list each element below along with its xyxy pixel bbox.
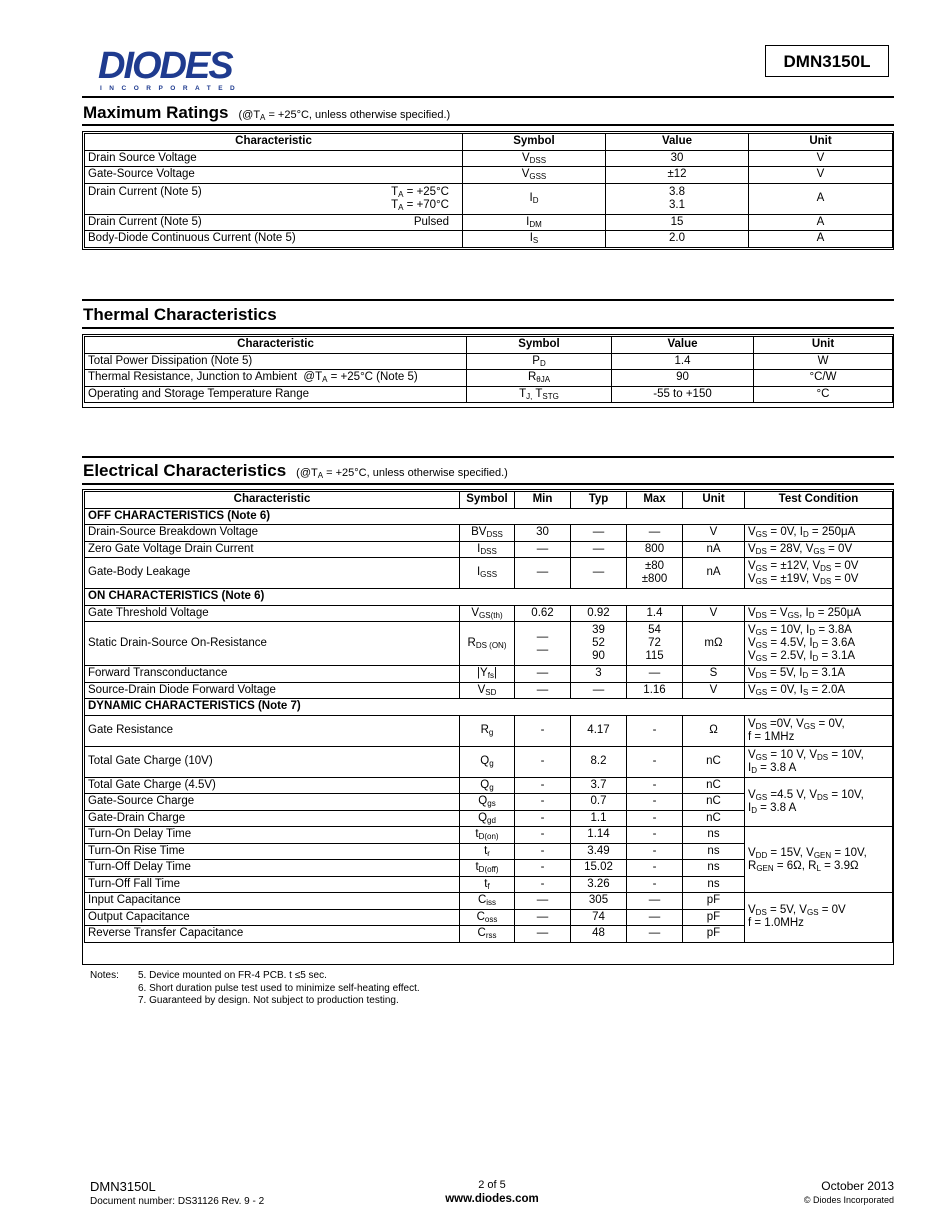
cell-symbol: $BV_{DSS}$ — [460, 525, 515, 542]
cell-char: Gate-Source Charge — [85, 794, 460, 811]
cell-symbol: $C_{rss}$ — [460, 926, 515, 943]
table-row — [85, 183, 893, 214]
cell-test: $V_{GS} = 10V$, $I_D = 3.8A$ $V_{GS} = 4.5V$, $I_D = 3.6A$ $V_{GS} = 2.5V$, $I_D = 3.1A$ — [745, 622, 893, 666]
max-line: 54 — [648, 624, 661, 636]
cell-test: $V_{GS} = 0V$, $I_S = 2.0A$ — [745, 682, 893, 699]
cell-value: ±12 — [606, 167, 749, 184]
cell-test: $V_{GS} = 0V$, $I_D = 250\mu A$ — [745, 525, 893, 542]
cell-max: - — [627, 810, 683, 827]
cell-min: 30 — [515, 525, 571, 542]
cell-symbol: $Q_{gs}$ — [460, 794, 515, 811]
electrical-top-rule — [82, 456, 894, 458]
electrical-table — [84, 491, 893, 943]
cell-min: - — [515, 715, 571, 746]
cell-max: - — [627, 876, 683, 893]
cell-min: - — [515, 843, 571, 860]
cell-typ: 4.17 — [571, 715, 627, 746]
cell-test: $V_{GS} =4.5$ V, $V_{DS} = 10V$, $I_D = 3.8$ A — [745, 777, 893, 827]
cell-unit: A — [749, 231, 893, 248]
cell-typ: — — [571, 525, 627, 542]
section-off: OFF CHARACTERISTICS (Note 6) — [85, 508, 893, 525]
col-symbol: Symbol — [460, 492, 515, 509]
max-line: ±80 — [644, 560, 665, 572]
cell-symbol: $V_{GS(th)}$ — [460, 605, 515, 622]
max-line-3: 115 — [645, 650, 664, 662]
cell-max: — — [627, 909, 683, 926]
cell-typ: 74 — [571, 909, 627, 926]
col-min: Min — [515, 492, 571, 509]
cell-test: $V_{DS} = 5V$, $I_D = 3.1A$ — [745, 666, 893, 683]
cell-unit: mΩ — [683, 622, 745, 666]
cell-min: — — [515, 541, 571, 558]
cell-unit: S — [683, 666, 745, 683]
cell-max: — — [627, 893, 683, 910]
electrical-rule — [82, 483, 894, 485]
col-test-condition: Test Condition — [745, 492, 893, 509]
table-row — [85, 558, 893, 589]
col-characteristic: Characteristic — [85, 492, 460, 509]
col-value: Value — [606, 134, 749, 151]
col-symbol: Symbol — [467, 337, 612, 354]
cell-unit: nC — [683, 777, 745, 794]
cell-min: - — [515, 794, 571, 811]
cell-char: Static Drain-Source On-Resistance — [85, 622, 460, 666]
col-characteristic: Characteristic — [85, 337, 467, 354]
cell-char: Turn-Off Delay Time — [85, 860, 460, 877]
cell-symbol: $Q_g$ — [460, 777, 515, 794]
col-typ: Typ — [571, 492, 627, 509]
cell-char: Forward Transconductance — [85, 666, 460, 683]
cell-test: $V_{DS} = V_{GS}$, $I_D = 250\mu A$ — [745, 605, 893, 622]
cell-max — [627, 558, 683, 589]
cell-typ — [571, 622, 627, 666]
cond-text: Pulsed — [413, 215, 449, 228]
footer-website[interactable]: www.diodes.com — [445, 1193, 539, 1205]
cell-symbol: $I_{DM}$ — [463, 214, 606, 231]
value-line: 3.8 — [669, 185, 685, 198]
table-header-row — [85, 134, 893, 151]
cell-unit: ns — [683, 860, 745, 877]
max-line-2: 72 — [648, 637, 661, 649]
cell-max: 1.4 — [627, 605, 683, 622]
cell-char: Source-Drain Diode Forward Voltage — [85, 682, 460, 699]
table-row — [85, 682, 893, 699]
cell-char — [85, 214, 463, 231]
section-row — [85, 508, 893, 525]
typ-line: 39 — [592, 624, 605, 636]
cell-unit: nC — [683, 746, 745, 777]
cell-char — [85, 183, 463, 214]
cell-value: 2.0 — [606, 231, 749, 248]
cell-char: Body-Diode Continuous Current (Note 5) — [85, 231, 463, 248]
cell-char: Gate-Drain Charge — [85, 810, 460, 827]
cell-symbol: $C_{iss}$ — [460, 893, 515, 910]
cell-typ: 3.49 — [571, 843, 627, 860]
cell-value: 1.4 — [612, 353, 754, 370]
svg-text:DIODES: DIODES — [98, 46, 232, 87]
char-text: Drain Current (Note 5) — [88, 185, 202, 198]
cell-max: - — [627, 746, 683, 777]
cell-test: $V_{DS} = 28V$, $V_{GS} = 0V$ — [745, 541, 893, 558]
col-unit: Unit — [754, 337, 893, 354]
max-ratings-table — [84, 133, 893, 248]
cell-unit: ns — [683, 876, 745, 893]
svg-text:INCORPORATED: INCORPORATED — [100, 85, 243, 92]
cell-min: — — [515, 926, 571, 943]
max-ratings-rule — [82, 124, 894, 126]
cell-symbol: $I_S$ — [463, 231, 606, 248]
note-item: 7. Guaranteed by design. Not subject to production testing. — [138, 995, 399, 1006]
table-header-row — [85, 337, 893, 354]
diodes-logo-graphic — [98, 46, 273, 92]
cell-typ: — — [571, 558, 627, 589]
col-symbol: Symbol — [463, 134, 606, 151]
table-row — [85, 746, 893, 777]
cell-typ: 3.26 — [571, 876, 627, 893]
min-line-2: — — [536, 643, 549, 656]
note-item: 5. Device mounted on FR-4 PCB. t ≤5 sec. — [138, 970, 327, 981]
max-ratings-heading — [83, 103, 450, 123]
table-row — [85, 370, 893, 387]
cell-char: Thermal Resistance, Junction to Ambient $@T_A = +25^\circ C$ (Note 5) — [85, 370, 467, 387]
cell-symbol: $t_{D(on)}$ — [460, 827, 515, 844]
col-unit: Unit — [749, 134, 893, 151]
cell-typ: 305 — [571, 893, 627, 910]
cell-char: Total Gate Charge (4.5V) — [85, 777, 460, 794]
cell-symbol: $I_D$ — [463, 183, 606, 214]
cell-typ: 15.02 — [571, 860, 627, 877]
header-divider — [82, 96, 894, 98]
cell-typ: 8.2 — [571, 746, 627, 777]
cell-typ: 1.1 — [571, 810, 627, 827]
cell-max: — — [627, 926, 683, 943]
table-row — [85, 386, 893, 403]
section-dynamic: DYNAMIC CHARACTERISTICS (Note 7) — [85, 699, 893, 716]
cell-min: - — [515, 777, 571, 794]
table-row — [85, 622, 893, 666]
cell-value: 30 — [606, 150, 749, 167]
cell-typ: 3.7 — [571, 777, 627, 794]
cell-char: Total Gate Charge (10V) — [85, 746, 460, 777]
cell-unit: nC — [683, 810, 745, 827]
cell-max: — — [627, 666, 683, 683]
cell-symbol: $R_g$ — [460, 715, 515, 746]
table-header-row — [85, 492, 893, 509]
cell-unit: °C — [754, 386, 893, 403]
cell-unit: W — [754, 353, 893, 370]
thermal-top-rule — [82, 299, 894, 301]
cell-typ: — — [571, 541, 627, 558]
max-line-2: ±800 — [641, 573, 668, 585]
cell-max: — — [627, 525, 683, 542]
table-row — [85, 214, 893, 231]
cell-char: Turn-On Rise Time — [85, 843, 460, 860]
table-row — [85, 167, 893, 184]
thermal-table — [84, 336, 893, 403]
cell-max: 1.16 — [627, 682, 683, 699]
cell-test: $V_{DS} =0V$, $V_{GS} = 0V$, f = 1MHz — [745, 715, 893, 746]
cell-value: -55 to +150 — [612, 386, 754, 403]
notes — [90, 970, 420, 1008]
cell-max — [627, 622, 683, 666]
note-item: 6. Short duration pulse test used to minimize self-heating effect. — [138, 982, 420, 994]
cell-unit: A — [749, 183, 893, 214]
part-number-box: DMN3150L — [765, 45, 889, 77]
value-line-2: 3.1 — [669, 198, 685, 211]
cell-char: Gate Resistance — [85, 715, 460, 746]
cell-unit: V — [749, 167, 893, 184]
cell-min: 0.62 — [515, 605, 571, 622]
table-row — [85, 715, 893, 746]
cell-symbol: $R_{\theta JA}$ — [467, 370, 612, 387]
cell-min: — — [515, 909, 571, 926]
col-max: Max — [627, 492, 683, 509]
cell-max: 800 — [627, 541, 683, 558]
section-row — [85, 699, 893, 716]
cell-symbol: $I_{DSS}$ — [460, 541, 515, 558]
diodes-logo — [98, 46, 273, 92]
cell-min: - — [515, 746, 571, 777]
cell-min: - — [515, 827, 571, 844]
cell-unit: °C/W — [754, 370, 893, 387]
cell-char: Gate-Source Voltage — [85, 167, 463, 184]
cell-min: — — [515, 558, 571, 589]
table-row — [85, 150, 893, 167]
footer-part: DMN3150L — [90, 1179, 156, 1194]
cell-symbol: $t_f$ — [460, 876, 515, 893]
cell-test: $V_{DD} = 15V$, $V_{GEN} = 10V$, $R_{GEN} = 6\Omega$, $R_L = 3.9\Omega$ — [745, 827, 893, 893]
cell-max: - — [627, 715, 683, 746]
typ-line-3: 90 — [592, 650, 605, 662]
cond-text: $T_A = +25^\circ C$ — [391, 185, 449, 199]
cell-typ: 48 — [571, 926, 627, 943]
max-ratings-condition: ($@T_A = +25^\circ C$, unless otherwise specified.) — [238, 109, 451, 122]
cell-unit: nA — [683, 558, 745, 589]
cell-min: - — [515, 810, 571, 827]
cell-test: $V_{GS} = 10$ V, $V_{DS} = 10V$, $I_D = 3.8$ A — [745, 746, 893, 777]
cell-typ: 3 — [571, 666, 627, 683]
cond-text-2: $T_A = +70^\circ C$ — [391, 198, 449, 212]
thermal-heading: Thermal Characteristics — [83, 305, 277, 324]
cell-char: Output Capacitance — [85, 909, 460, 926]
table-row — [85, 605, 893, 622]
cell-char: Turn-On Delay Time — [85, 827, 460, 844]
cell-max: - — [627, 777, 683, 794]
cell-char: Operating and Storage Temperature Range — [85, 386, 467, 403]
cell-min: - — [515, 876, 571, 893]
max-ratings-title: Maximum Ratings — [83, 103, 229, 122]
cell-symbol: $T_{J,}$ $T_{STG}$ — [467, 386, 612, 403]
table-row — [85, 893, 893, 910]
cell-unit: nA — [683, 541, 745, 558]
test-line-2: f = 1MHz — [748, 730, 795, 743]
cell-max: - — [627, 843, 683, 860]
cell-char: Drain-Source Breakdown Voltage — [85, 525, 460, 542]
cell-symbol: $P_D$ — [467, 353, 612, 370]
cell-typ: 0.92 — [571, 605, 627, 622]
cell-unit: nC — [683, 794, 745, 811]
cell-min: — — [515, 682, 571, 699]
electrical-title: Electrical Characteristics — [83, 461, 287, 480]
table-row — [85, 827, 893, 844]
cell-char: Total Power Dissipation (Note 5) — [85, 353, 467, 370]
footer-date: October 2013 — [821, 1179, 894, 1193]
cell-min: — — [515, 666, 571, 683]
cell-symbol: $|Y_{fs}|$ — [460, 666, 515, 683]
cell-unit: Ω — [683, 715, 745, 746]
notes-label: Notes: — [90, 970, 119, 981]
cell-test: $V_{GS} = \pm 12V$, $V_{DS} = 0V$ $V_{GS} = \pm 19V$, $V_{DS} = 0V$ — [745, 558, 893, 589]
table-row — [85, 541, 893, 558]
electrical-heading — [83, 461, 508, 481]
col-characteristic: Characteristic — [85, 134, 463, 151]
cell-max: - — [627, 827, 683, 844]
cell-char: Gate Threshold Voltage — [85, 605, 460, 622]
cell-symbol: $V_{SD}$ — [460, 682, 515, 699]
test-line-2: f = 1.0MHz — [748, 917, 804, 930]
cell-unit: V — [683, 682, 745, 699]
cell-min — [515, 622, 571, 666]
table-row — [85, 777, 893, 794]
cell-char: Input Capacitance — [85, 893, 460, 910]
cell-symbol: $V_{GSS}$ — [463, 167, 606, 184]
cell-value: 90 — [612, 370, 754, 387]
electrical-condition: ($@T_A = +25^\circ C$, unless otherwise specified.) — [296, 467, 508, 480]
cell-symbol: $Q_g$ — [460, 746, 515, 777]
footer-page: 2 of 5 — [478, 1179, 506, 1191]
cell-symbol: $V_{DSS}$ — [463, 150, 606, 167]
cell-max: - — [627, 860, 683, 877]
cell-symbol: $Q_{gd}$ — [460, 810, 515, 827]
cell-symbol: $t_r$ — [460, 843, 515, 860]
cell-min: - — [515, 860, 571, 877]
cell-typ: — — [571, 682, 627, 699]
char-text: Drain Current (Note 5) — [88, 215, 202, 228]
cell-char: Reverse Transfer Capacitance — [85, 926, 460, 943]
cell-value — [606, 183, 749, 214]
cell-unit: V — [683, 605, 745, 622]
cell-unit: A — [749, 214, 893, 231]
min-line: — — [536, 630, 549, 643]
table-row — [85, 353, 893, 370]
footer-doc-number: Document number: DS31126 Rev. 9 - 2 — [90, 1196, 265, 1207]
cell-unit: pF — [683, 909, 745, 926]
cell-symbol: $C_{oss}$ — [460, 909, 515, 926]
cell-max: - — [627, 794, 683, 811]
cell-unit: ns — [683, 827, 745, 844]
cell-unit: V — [749, 150, 893, 167]
cell-symbol: $t_{D(off)}$ — [460, 860, 515, 877]
thermal-rule — [82, 327, 894, 329]
cell-char: Gate-Body Leakage — [85, 558, 460, 589]
cell-char: Turn-Off Fall Time — [85, 876, 460, 893]
cell-char: Zero Gate Voltage Drain Current — [85, 541, 460, 558]
section-row — [85, 589, 893, 606]
section-on: ON CHARACTERISTICS (Note 6) — [85, 589, 893, 606]
cell-symbol: $R_{DS (ON)}$ — [460, 622, 515, 666]
cell-typ: 1.14 — [571, 827, 627, 844]
table-row — [85, 525, 893, 542]
cell-unit: pF — [683, 926, 745, 943]
table-row — [85, 231, 893, 248]
col-unit: Unit — [683, 492, 745, 509]
cell-typ: 0.7 — [571, 794, 627, 811]
table-row — [85, 666, 893, 683]
typ-line-2: 52 — [592, 637, 605, 649]
cell-min: — — [515, 893, 571, 910]
cell-value: 15 — [606, 214, 749, 231]
cell-symbol: $I_{GSS}$ — [460, 558, 515, 589]
footer-copyright: © Diodes Incorporated — [803, 1195, 894, 1205]
cell-test: $V_{DS} = 5V$, $V_{GS} = 0V$ f = 1.0MHz — [745, 893, 893, 943]
col-value: Value — [612, 337, 754, 354]
cell-unit: V — [683, 525, 745, 542]
cell-unit: pF — [683, 893, 745, 910]
cell-char: Drain Source Voltage — [85, 150, 463, 167]
cell-unit: ns — [683, 843, 745, 860]
